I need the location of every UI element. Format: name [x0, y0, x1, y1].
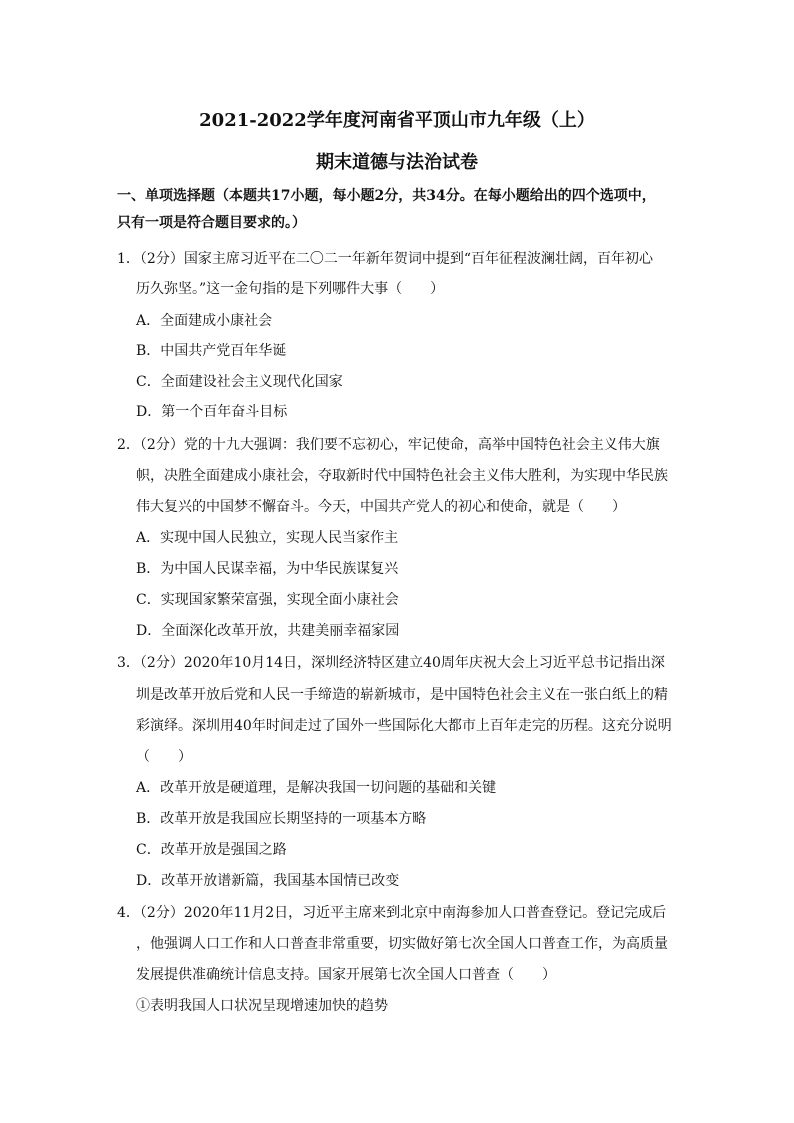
question-3-option-d: D．改革开放谱新篇，我国基本国情已改变: [136, 873, 400, 889]
question-2-option-b: B．为中国人民谋幸福，为中华民族谋复兴: [136, 561, 399, 577]
section-heading-cont: 只有一项是符合题目要求的。）: [117, 215, 306, 231]
question-4-statement-1: ①表明我国人口状况呈现增速加快的趋势: [136, 998, 388, 1014]
question-2-stem: 2．（2分）党的十九大强调：我们要不忘初心，牢记使命，高举中国特色社会主义伟大旗: [117, 437, 660, 453]
question-2-stem-cont: 帜，决胜全面建成小康社会，夺取新时代中国特色社会主义伟大胜利，为实现中华民族: [136, 468, 668, 484]
question-1-option-a: A．全面建成小康社会: [136, 313, 273, 329]
question-1-stem: 1．（2分）国家主席习近平在二〇二一年新年贺词中提到“百年征程波澜壮阔，百年初心: [117, 251, 653, 267]
question-2-option-d: D．全面深化改革开放，共建美丽幸福家园: [136, 623, 400, 639]
question-3-option-a: A．改革开放是硬道理，是解决我国一切问题的基础和关键: [136, 780, 497, 796]
question-3-option-c: C．改革开放是强国之路: [136, 842, 287, 858]
question-4-stem-cont: ，他强调人口工作和人口普查非常重要，切实做好第七次全国人口普查工作，为高质量: [136, 936, 668, 952]
question-3-stem-cont: （ ）: [136, 749, 192, 765]
question-4-stem: 4．（2分）2020年11月2日，习近平主席来到北京中南海参加人口普查登记。登记完成后: [117, 905, 667, 921]
question-4-stem-cont: 发展提供准确统计信息支持。国家开展第七次全国人口普查（ ）: [136, 967, 556, 983]
section-heading: 一、单项选择题（本题共17小题，每小题2分，共34分。在每小题给出的四个选项中，: [117, 188, 656, 204]
question-1-option-d: D．第一个百年奋斗目标: [136, 404, 288, 420]
question-3-stem-cont: 彩演绎。深圳用40年时间走过了国外一些国际化大都市上百年走完的历程。这充分说明: [136, 718, 672, 734]
question-3-option-b: B．改革开放是我国应长期坚持的一项基本方略: [136, 811, 427, 827]
question-1-stem-cont: 历久弥坚。”这一金句指的是下列哪件大事（ ）: [136, 281, 445, 297]
question-1-option-c: C．全面建设社会主义现代化国家: [136, 374, 343, 390]
question-1-option-b: B．中国共产党百年华诞: [136, 343, 287, 359]
question-2-option-c: C．实现国家繁荣富强，实现全面小康社会: [136, 592, 399, 608]
exam-subtitle: 期末道德与法治试卷: [316, 152, 478, 173]
exam-title: 2021-2022学年度河南省平顶山市九年级（上）: [199, 110, 595, 131]
question-2-option-a: A．实现中国人民独立，实现人民当家作主: [136, 530, 399, 546]
question-3-stem: 3．（2分）2020年10月14日，深圳经济特区建立40周年庆祝大会上习近平总书记指出深: [117, 655, 665, 671]
question-2-stem-cont: 伟大复兴的中国梦不懈奋斗。今天，中国共产党人的初心和使命，就是（ ）: [136, 499, 626, 515]
question-3-stem-cont: 圳是改革开放后党和人民一手缔造的崭新城市，是中国特色社会主义在一张白纸上的精: [136, 687, 668, 703]
